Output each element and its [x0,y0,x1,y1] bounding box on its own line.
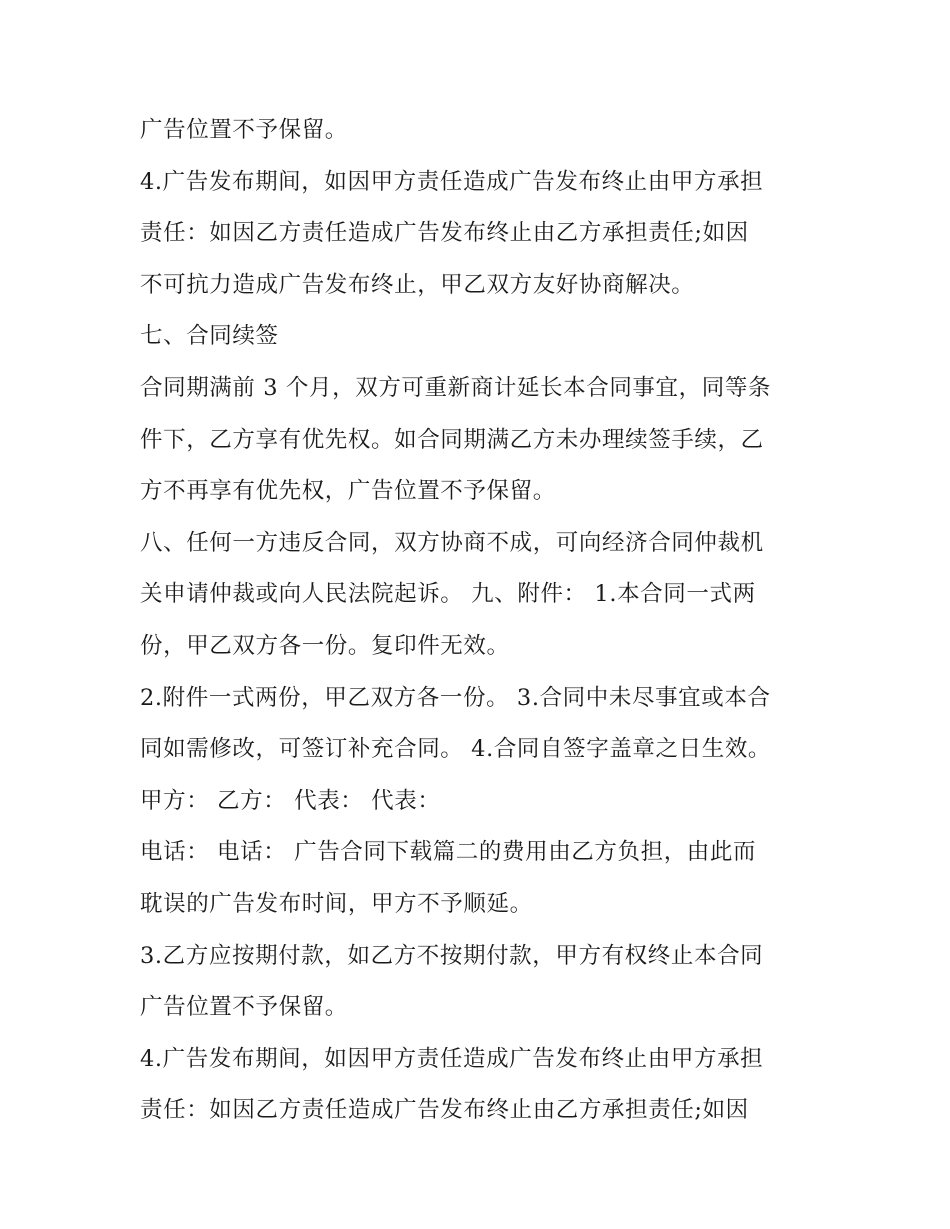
document-line: 合同期满前 3 个月，双方可重新商计延长本合同事宜，同等条 [140,374,772,401]
section-heading: 七、合同续签 [140,323,279,350]
document-line: 责任：如因乙方责任造成广告发布终止由乙方承担责任;如因 [140,1097,749,1124]
document-line: 2.附件一式两份，甲乙双方各一份。 3.合同中未尽事宜或本合 [140,684,771,711]
document-line: 广告位置不予保留。 [140,117,348,143]
document-line: 4.广告发布期间，如因甲方责任造成广告发布终止由甲方承担 [140,168,764,195]
document-line: 3.乙方应按期付款，如乙方不按期付款，甲方有权终止本合同 [140,942,764,969]
document-line: 件下，乙方享有优先权。如合同期满乙方未办理续签手续，乙 [140,426,764,453]
document-body [140,105,830,1137]
document-line: 不可抗力造成广告发布终止，甲乙双方友好协商解决。 [140,271,695,298]
document-line: 4.广告发布期间，如因甲方责任造成广告发布终止由甲方承担 [140,1045,764,1072]
document-line: 方不再享有优先权，广告位置不予保留。 [140,478,556,505]
document-line: 份，甲乙双方各一份。复印件无效。 [140,632,510,659]
document-line: 电话： 电话： 广告合同下载篇二的费用由乙方负担，由此而 [140,839,757,866]
document-line: 关申请仲裁或向人民法院起诉。 九、附件： 1.本合同一式两 [140,581,756,608]
signature-line: 甲方： 乙方： 代表： 代表： [140,787,441,814]
document-line: 同如需修改，可签订补充合同。 4.合同自签字盖章之日生效。 [140,736,772,763]
document-line: 广告位置不予保留。 [140,994,348,1021]
document-line: 责任：如因乙方责任造成广告发布终止由乙方承担责任;如因 [140,220,749,247]
document-line: 耽误的广告发布时间，甲方不予顺延。 [140,890,533,917]
document-line: 八、任何一方违反合同，双方协商不成，可向经济合同仲裁机 [140,529,764,556]
